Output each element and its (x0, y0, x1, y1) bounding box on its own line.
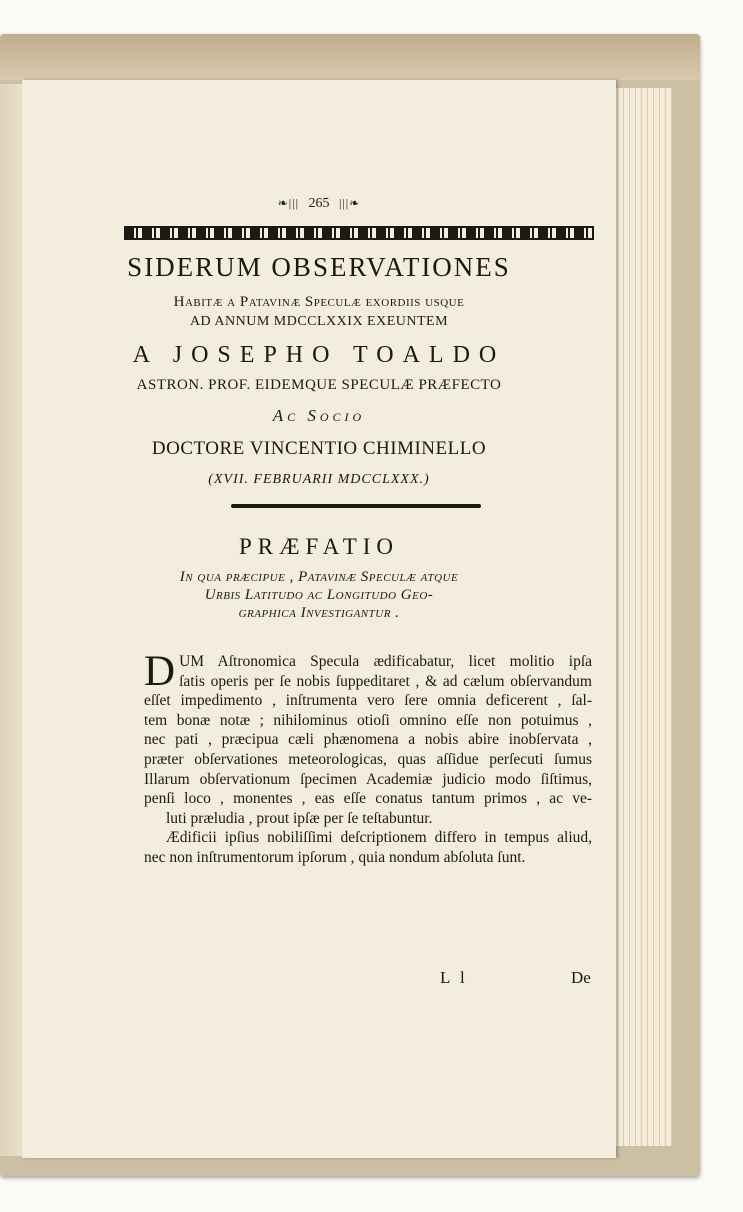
praefatio-heading: PRÆFATIO (238, 534, 400, 559)
drop-cap: D (144, 648, 176, 695)
body-line: UM Aſtronomica Specula ædificabatur, licet molitio ipſa (179, 653, 592, 670)
section-divider (231, 504, 481, 508)
subtitle-line-2: AD ANNUM MDCCLXXIX EXEUNTEM (189, 314, 449, 329)
catchword: De (571, 968, 591, 987)
folio-header (22, 196, 616, 212)
praefatio-subheading-line-3: graphica Investigantur . (238, 605, 400, 621)
body-line: tem bonæ notæ ; nihilominus otioſi omnino eſſe non potuimus , (144, 711, 592, 729)
cover-top-edge (0, 34, 700, 80)
co-author-name: DOCTORE VINCENTIO CHIMINELLO (151, 438, 487, 459)
body-line: ſatis operis per ſe nobis ſuppeditaret , & ad cælum obſervandum (179, 672, 592, 690)
praefatio-subheading-line-1: In qua præcipue , Patavinæ Speculæ atque (179, 569, 459, 585)
date-line: (XVII. FEBRUARII MDCCLXXX.) (208, 472, 430, 487)
main-title: SIDERUM OBSERVATIONES (127, 252, 511, 282)
author-name: A JOSEPHO TOALDO (132, 342, 506, 368)
body-line: nec pati , præcipua cæli phænomena a nobis abire inobſervata , (144, 731, 592, 749)
signature-mark: L l (440, 968, 468, 987)
body-line: nec non inſtrumentorum ipſorum , quia nondum abſoluta ſunt. (144, 848, 526, 866)
decorative-border-rule (124, 226, 594, 240)
body-line: eſſet impedimento , inſtrumenta vero ſere omnia deficerent , ſal- (144, 692, 592, 710)
book-page (22, 80, 616, 1158)
socio-line: Ac Socio (272, 406, 366, 425)
page-number: 265 (308, 196, 330, 211)
body-paragraphs (144, 648, 592, 868)
body-line: præter obſervationes meteorologicas, quas aſſidue perſecuti ſumus (144, 750, 592, 768)
body-line: penſi loco , monentes , eas eſſe conatus tantum primos , ac ve- (144, 790, 592, 808)
folio-ornament-right: |||❧ (339, 196, 361, 210)
subtitle-line-1: Habitæ a Patavinæ Speculæ exordiis usque (173, 294, 465, 310)
body-line: Ædificii ipſius nobiliſſimi deſcriptionem differo in tempus aliud, (166, 829, 592, 847)
body-line: luti præludia , prout ipſæ per ſe teſtabuntur. (166, 809, 433, 827)
praefatio-subheading-line-2: Urbis Latitudo ac Longitudo Geo- (204, 587, 434, 603)
author-title: ASTRON. PROF. EIDEMQUE SPECULÆ PRÆFECTO (136, 377, 502, 393)
body-line: Illarum obſervationum ſpecimen Academiæ judicio modo ſiſtimus, (144, 770, 592, 788)
folio-ornament-left: ❧||| (277, 196, 299, 210)
